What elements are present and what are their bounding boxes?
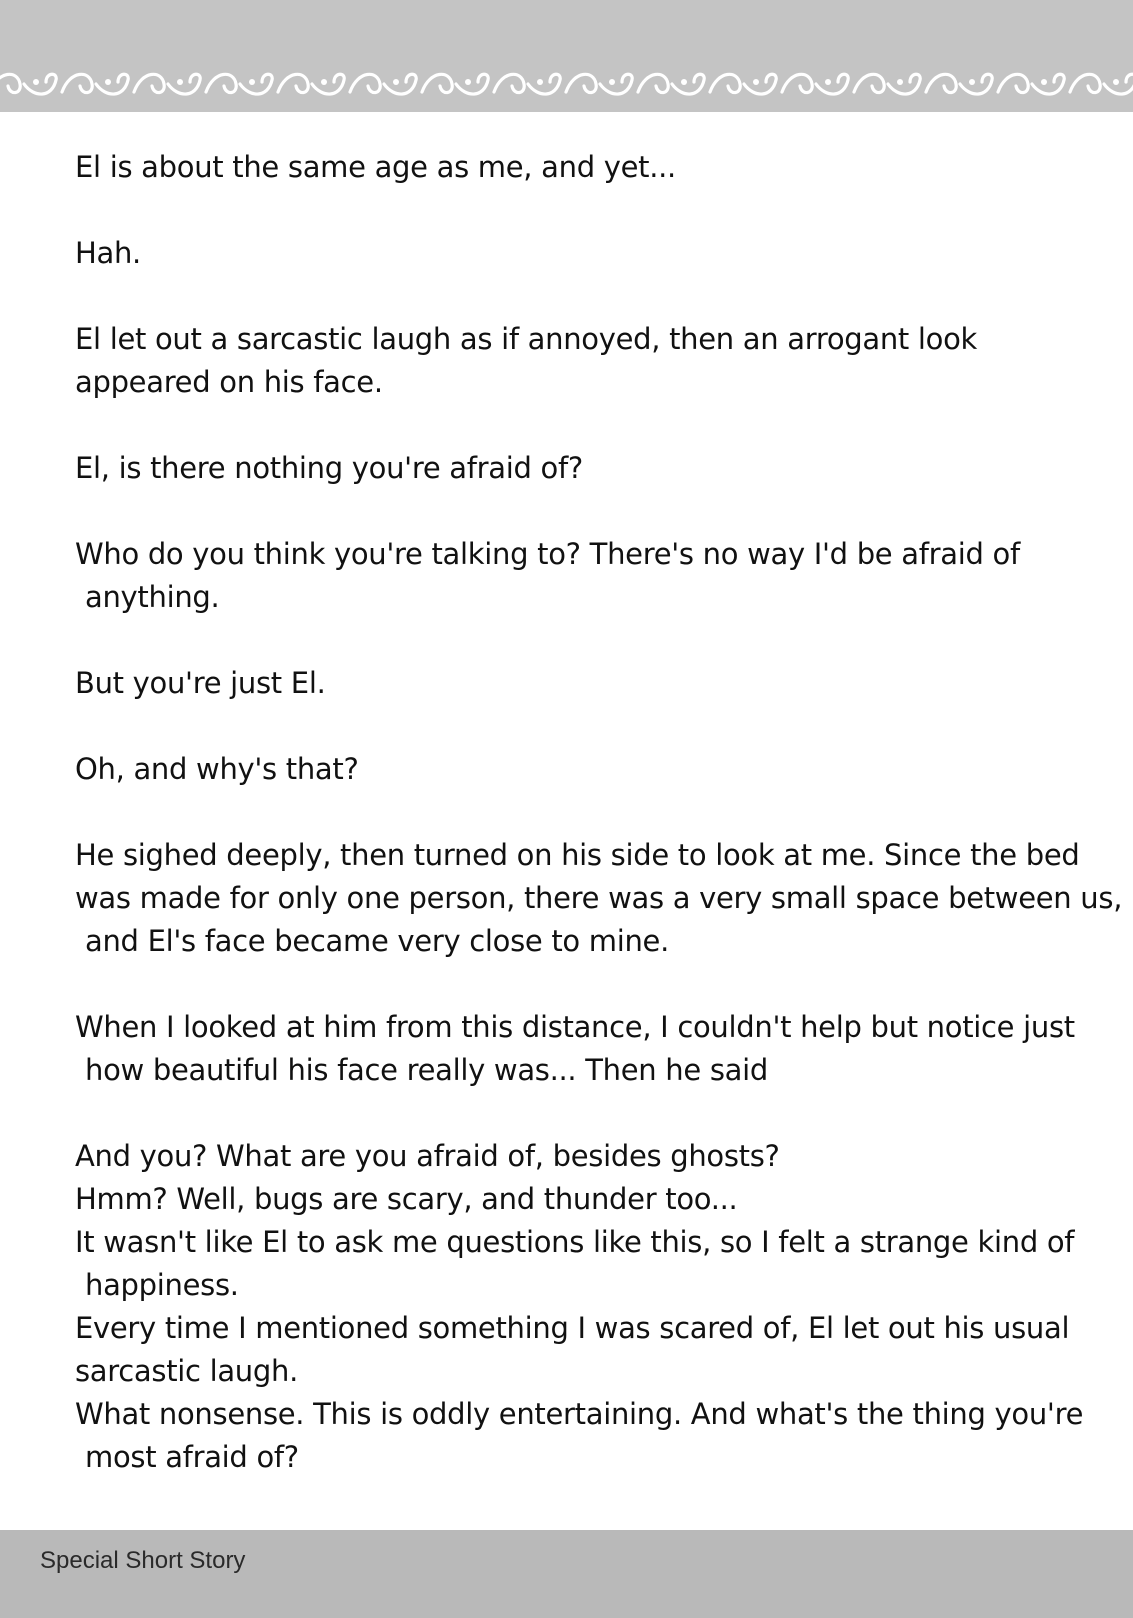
story-line: Every time I mentioned something I was scared of, El let out his usual <box>75 1311 1070 1345</box>
story-paragraph <box>75 447 1075 490</box>
story-line: He sighed deeply, then turned on his side to look at me. Since the bed <box>75 838 1080 872</box>
story-paragraph <box>75 1307 1075 1393</box>
story-line: What nonsense. This is oddly entertaining. And what's the thing you're <box>75 1397 1084 1431</box>
story-line: It wasn't like El to ask me questions like this, so I felt a strange kind of <box>75 1225 1075 1259</box>
story-line: When I looked at him from this distance, I couldn't help but notice just <box>75 1010 1075 1044</box>
story-paragraph <box>75 1393 1084 1479</box>
footer-label: Special Short Story <box>40 1547 246 1574</box>
story-line: El, is there nothing you're afraid of? <box>75 451 583 485</box>
story-line: most afraid of? <box>85 1440 299 1474</box>
story-line: Hah. <box>75 236 141 270</box>
scroll-flourish-border-icon <box>0 62 1133 106</box>
story-paragraph <box>75 1135 1075 1178</box>
story-paragraph <box>75 662 1075 705</box>
story-line: happiness. <box>85 1268 239 1302</box>
story-paragraph <box>75 1221 1075 1307</box>
story-line: was made for only one person, there was a very small space between us, <box>75 881 1123 915</box>
story-paragraph <box>75 1006 1075 1092</box>
story-paragraph <box>75 834 1123 963</box>
story-line: how beautiful his face really was... Then he said <box>85 1053 768 1087</box>
story-line: anything. <box>85 580 220 614</box>
story-line: Oh, and why's that? <box>75 752 359 786</box>
story-line: And you? What are you afraid of, besides ghosts? <box>75 1139 780 1173</box>
story-line: appeared on his face. <box>75 365 383 399</box>
story-line: El let out a sarcastic laugh as if annoyed, then an arrogant look <box>75 322 978 356</box>
story-paragraph <box>75 748 1075 791</box>
story-paragraph <box>75 533 1075 619</box>
header-band <box>0 0 1133 112</box>
story-paragraph <box>75 232 1075 275</box>
story-line: sarcastic laugh. <box>75 1354 298 1388</box>
story-line: and El's face became very close to mine. <box>85 924 670 958</box>
story-line: Who do you think you're talking to? There's no way I'd be afraid of <box>75 537 1020 571</box>
story-paragraph <box>75 318 1075 404</box>
story-text <box>75 146 1123 1479</box>
story-line: El is about the same age as me, and yet... <box>75 150 676 184</box>
story-line: Hmm? Well, bugs are scary, and thunder too... <box>75 1182 738 1216</box>
story-paragraph <box>75 1178 1075 1221</box>
story-paragraph <box>75 146 1075 189</box>
story-line: But you're just El. <box>75 666 326 700</box>
